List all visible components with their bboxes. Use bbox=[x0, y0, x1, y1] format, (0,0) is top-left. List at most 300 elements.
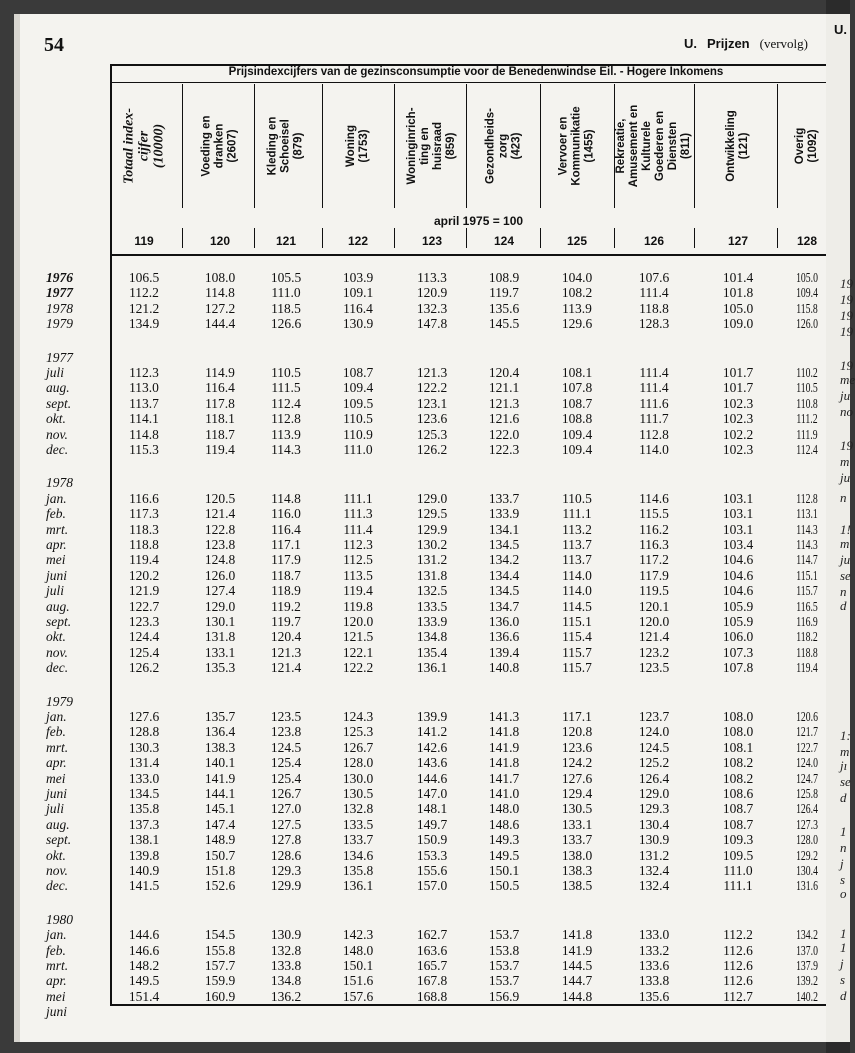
table-cell: 134.8 bbox=[416, 629, 448, 645]
table-cell: 124.3 bbox=[342, 709, 374, 724]
table-cell: 133.2 bbox=[638, 942, 670, 958]
table-cell: 108.7 bbox=[561, 395, 593, 411]
table-cell: 122.2 bbox=[416, 380, 448, 396]
facing-page-fragment: se bbox=[840, 568, 851, 583]
column-header-label bbox=[406, 107, 458, 184]
table-cell: 148.2 bbox=[128, 958, 160, 973]
table-cell: 114.3 bbox=[271, 442, 301, 457]
table-cell: 112.2 bbox=[723, 927, 753, 943]
table-cell: 123.3 bbox=[128, 614, 160, 629]
row-label: mrt. bbox=[46, 521, 69, 537]
column-number: 125 bbox=[566, 234, 588, 248]
table-cell: 153.7 bbox=[488, 927, 520, 943]
table-cell: 113.0 bbox=[129, 380, 159, 396]
table-cell: 119.7 bbox=[489, 285, 519, 301]
table-cell: 105.9 bbox=[722, 614, 754, 629]
row-label: 1977 bbox=[46, 285, 73, 301]
table-cell: 122.8 bbox=[204, 521, 236, 537]
table-cell: 139.2 bbox=[796, 973, 818, 989]
table-cell: 155.6 bbox=[416, 863, 448, 878]
continued-note: (vervolg) bbox=[759, 36, 808, 51]
column-header-line: (121) bbox=[738, 132, 750, 160]
table-cell: 122.1 bbox=[342, 644, 374, 660]
table-cell: 137.0 bbox=[796, 942, 818, 958]
column-header-line: (10000) bbox=[151, 123, 167, 169]
column-number-divider bbox=[694, 228, 695, 248]
table-cell: 109.1 bbox=[342, 285, 374, 301]
column-header-label bbox=[725, 110, 751, 182]
table-cell: 126.0 bbox=[796, 316, 818, 332]
table-cell: 123.6 bbox=[416, 411, 448, 427]
column-header-label bbox=[558, 106, 597, 185]
table-cell: 148.9 bbox=[204, 832, 236, 848]
facing-page-fragment: se bbox=[840, 774, 851, 789]
table-cell: 110.9 bbox=[343, 426, 373, 442]
table-cell: 135.8 bbox=[128, 801, 160, 817]
table-cell: 150.9 bbox=[416, 832, 448, 848]
table-cell: 123.6 bbox=[561, 739, 593, 755]
table-cell: 120.4 bbox=[488, 365, 520, 380]
table-cell: 124.4 bbox=[128, 629, 160, 645]
row-label: okt. bbox=[46, 411, 66, 427]
table-cell: 108.0 bbox=[204, 270, 236, 285]
column-number: 124 bbox=[493, 234, 515, 248]
table-cell: 121.4 bbox=[270, 660, 302, 676]
table-cell: 141.8 bbox=[488, 755, 520, 771]
column-number: 121 bbox=[275, 234, 297, 248]
column-header-line: (879) bbox=[292, 132, 305, 160]
row-label: 1979 bbox=[46, 316, 73, 332]
table-cell: 163.6 bbox=[416, 942, 448, 958]
table-cell: 125.4 bbox=[270, 755, 302, 771]
table-cell: 121.4 bbox=[638, 629, 670, 645]
facing-page-fragment: j bbox=[840, 956, 844, 971]
column-divider bbox=[614, 84, 615, 208]
column-header-line: Ontwikkeling bbox=[725, 110, 737, 182]
table-cell: 145.1 bbox=[204, 801, 236, 817]
table-cell: 127.4 bbox=[204, 583, 236, 599]
table-cell: 114.1 bbox=[129, 411, 159, 427]
table-cell: 130.2 bbox=[416, 537, 448, 552]
table-cell: 108.2 bbox=[722, 755, 754, 771]
table-cell: 133.1 bbox=[561, 816, 593, 832]
table-cell: 118.2 bbox=[796, 629, 818, 645]
table-cell: 130.3 bbox=[128, 739, 160, 755]
table-cell: 109.3 bbox=[722, 832, 754, 848]
facing-page-fragment: 1 bbox=[840, 940, 847, 955]
column-header-label bbox=[122, 108, 167, 184]
table-cell: 116.2 bbox=[639, 521, 669, 537]
table-cell: 105.5 bbox=[270, 270, 302, 285]
table-cell: 122.7 bbox=[128, 598, 160, 614]
table-cell: 125.3 bbox=[416, 426, 448, 442]
table-cell: 128.3 bbox=[638, 316, 670, 332]
table-cell: 132.3 bbox=[416, 300, 448, 316]
facing-page-fragment: n bbox=[840, 840, 847, 855]
table-cell: 129.5 bbox=[416, 506, 448, 522]
table-cell: 123.5 bbox=[270, 709, 302, 724]
column-header-line: Woninginrich- bbox=[406, 107, 418, 185]
table-cell: 119.4 bbox=[796, 660, 818, 676]
table-cell: 157.6 bbox=[342, 988, 374, 1004]
table-cell: 105.0 bbox=[722, 300, 754, 316]
table-cell: 135.8 bbox=[342, 863, 374, 878]
facing-page-fragment: j bbox=[840, 856, 844, 871]
table-cell: 108.7 bbox=[722, 801, 754, 817]
table-cell: 109.4 bbox=[561, 442, 593, 457]
column-header-line: Kulturele bbox=[641, 121, 653, 171]
table-cell: 150.7 bbox=[204, 847, 236, 863]
document-page bbox=[14, 14, 826, 1042]
table-cell: 108.2 bbox=[722, 770, 754, 786]
column-header-line: (423) bbox=[510, 132, 523, 160]
facing-page-fragment: d bbox=[840, 790, 847, 805]
table-cell: 144.4 bbox=[204, 316, 236, 332]
table-cell: 140.1 bbox=[204, 755, 236, 771]
table-cell: 108.2 bbox=[561, 285, 593, 301]
table-cell: 103.9 bbox=[342, 270, 374, 285]
column-header-line: Totaal index- bbox=[121, 107, 137, 185]
table-cell: 127.6 bbox=[128, 709, 160, 724]
row-label: juni bbox=[46, 1004, 68, 1020]
page-number: 54 bbox=[44, 34, 64, 56]
row-label: jan. bbox=[46, 709, 67, 724]
table-cell: 132.4 bbox=[638, 878, 670, 894]
table-cell: 112.8 bbox=[796, 490, 818, 506]
column-header-line: Kleding en bbox=[266, 116, 279, 176]
table-cell: 119.4 bbox=[343, 583, 373, 599]
table-cell: 137.9 bbox=[796, 958, 818, 973]
table-cell: 101.7 bbox=[722, 365, 754, 380]
column-number-divider bbox=[182, 228, 183, 248]
table-cell: 109.5 bbox=[342, 395, 374, 411]
facing-page-fragment: jı bbox=[840, 758, 848, 773]
table-cell: 115.5 bbox=[639, 506, 669, 522]
table-cell: 130.9 bbox=[638, 832, 670, 848]
table-cell: 127.8 bbox=[270, 832, 302, 848]
table-cell: 136.6 bbox=[488, 629, 520, 645]
table-cell: 118.7 bbox=[205, 426, 235, 442]
column-header-line: Kommunikatie bbox=[570, 106, 583, 186]
table-cell: 140.8 bbox=[488, 660, 520, 676]
column-number-divider bbox=[777, 228, 778, 248]
facing-page-fragment: 19 bbox=[840, 276, 853, 291]
table-cell: 114.8 bbox=[129, 426, 159, 442]
table-cell: 142.6 bbox=[416, 739, 448, 755]
table-cell: 141.8 bbox=[561, 927, 593, 943]
table-cell: 103.4 bbox=[722, 537, 754, 552]
table-cell: 121.9 bbox=[128, 583, 160, 599]
table-cell: 127.5 bbox=[270, 816, 302, 832]
table-cell: 125.3 bbox=[342, 724, 374, 740]
header-bottom-rule bbox=[110, 254, 826, 256]
column-header-line: cijfer bbox=[136, 130, 152, 162]
facing-page-fragment: 1 bbox=[840, 824, 847, 839]
table-cell: 115.1 bbox=[562, 614, 592, 629]
table-cell: 121.2 bbox=[128, 300, 160, 316]
facing-page-fragment: 19 bbox=[840, 358, 853, 373]
facing-page-fragment: 19 bbox=[840, 308, 853, 323]
facing-page-fragment: no bbox=[840, 404, 853, 419]
table-cell: 116.5 bbox=[796, 598, 818, 614]
facing-page-fragment: 1: bbox=[840, 728, 851, 743]
table-cell: 130.9 bbox=[270, 927, 302, 943]
table-cell: 121.3 bbox=[270, 644, 302, 660]
table-cell: 149.5 bbox=[488, 847, 520, 863]
table-cell: 111.4 bbox=[639, 365, 669, 380]
table-cell: 101.4 bbox=[722, 270, 754, 285]
table-cell: 139.8 bbox=[128, 847, 160, 863]
table-cell: 117.1 bbox=[271, 537, 301, 552]
facing-page-fragment: n bbox=[840, 490, 847, 505]
table-cell: 114.7 bbox=[796, 552, 818, 568]
table-cell: 112.6 bbox=[723, 942, 753, 958]
table-cell: 119.8 bbox=[343, 598, 373, 614]
table-cell: 153.8 bbox=[488, 942, 520, 958]
table-cell: 148.0 bbox=[342, 942, 374, 958]
table-cell: 141.5 bbox=[128, 878, 160, 894]
column-header-line: Voeding en bbox=[200, 115, 213, 177]
table-cell: 115.7 bbox=[796, 583, 818, 599]
table-cell: 117.2 bbox=[639, 552, 669, 568]
table-cell: 146.6 bbox=[128, 942, 160, 958]
row-label: juli bbox=[46, 583, 65, 599]
row-label: 1977 bbox=[46, 349, 73, 365]
table-cell: 147.8 bbox=[416, 316, 448, 332]
table-cell: 133.7 bbox=[342, 832, 374, 848]
table-cell: 125.8 bbox=[796, 786, 818, 801]
table-cell: 130.9 bbox=[342, 316, 374, 332]
table-cell: 126.4 bbox=[638, 770, 670, 786]
table-cell: 111.0 bbox=[271, 285, 301, 301]
table-cell: 150.5 bbox=[488, 878, 520, 894]
table-cell: 122.0 bbox=[488, 426, 520, 442]
table-cell: 144.8 bbox=[561, 988, 593, 1004]
table-cell: 138.1 bbox=[128, 832, 160, 848]
column-header-line: (1753) bbox=[358, 129, 370, 163]
table-cell: 109.4 bbox=[342, 380, 374, 396]
table-cell: 102.3 bbox=[722, 395, 754, 411]
table-cell: 160.9 bbox=[204, 988, 236, 1004]
facing-page-fragment: m bbox=[840, 536, 850, 551]
table-cell: 121.7 bbox=[796, 724, 818, 740]
table-cell: 112.7 bbox=[723, 988, 753, 1004]
table-cell: 117.1 bbox=[562, 709, 592, 724]
table-cell: 116.9 bbox=[796, 614, 818, 629]
table-cell: 113.1 bbox=[796, 506, 818, 522]
row-label: dec. bbox=[46, 442, 69, 457]
table-cell: 129.0 bbox=[416, 490, 448, 506]
table-cell: 129.9 bbox=[270, 878, 302, 894]
table-cell: 154.5 bbox=[204, 927, 236, 943]
table-cell: 114.0 bbox=[639, 442, 669, 457]
table-cell: 108.0 bbox=[722, 724, 754, 740]
table-cell: 132.8 bbox=[342, 801, 374, 817]
column-header-label bbox=[345, 125, 371, 167]
table-cell: 110.5 bbox=[271, 365, 301, 380]
column-number-divider bbox=[614, 228, 615, 248]
table-cell: 104.6 bbox=[722, 552, 754, 568]
row-label: aug. bbox=[46, 598, 70, 614]
table-cell: 136.2 bbox=[270, 988, 302, 1004]
table-cell: 165.7 bbox=[416, 958, 448, 973]
column-number-divider bbox=[540, 228, 541, 248]
table-cell: 134.8 bbox=[270, 973, 302, 989]
table-cell: 116.4 bbox=[271, 521, 301, 537]
table-cell: 128.0 bbox=[796, 832, 818, 848]
table-cell: 123.8 bbox=[270, 724, 302, 740]
table-cell: 112.6 bbox=[723, 958, 753, 973]
facing-page-fragment: ju bbox=[840, 388, 851, 403]
table-cell: 108.9 bbox=[488, 270, 520, 285]
row-label: juli bbox=[46, 365, 65, 380]
table-cell: 138.3 bbox=[204, 739, 236, 755]
table-cell: 120.6 bbox=[796, 709, 818, 724]
facing-page-fragment: 19 bbox=[840, 292, 853, 307]
table-cell: 111.4 bbox=[639, 285, 669, 301]
column-header-line: dranken bbox=[213, 123, 226, 169]
table-cell: 108.0 bbox=[722, 709, 754, 724]
table-cell: 131.8 bbox=[416, 567, 448, 583]
column-header-line: (811) bbox=[680, 132, 692, 160]
row-label: okt. bbox=[46, 847, 66, 863]
table-cell: 112.5 bbox=[343, 552, 373, 568]
table-cell: 129.9 bbox=[416, 521, 448, 537]
table-cell: 127.2 bbox=[204, 300, 236, 316]
table-cell: 121.3 bbox=[488, 395, 520, 411]
table-cell: 114.3 bbox=[796, 521, 818, 537]
row-label: sept. bbox=[46, 395, 72, 411]
table-cell: 111.2 bbox=[796, 411, 818, 427]
table-cell: 118.7 bbox=[271, 567, 301, 583]
row-label: mrt. bbox=[46, 958, 69, 973]
table-cell: 162.7 bbox=[416, 927, 448, 943]
table-cell: 134.5 bbox=[128, 786, 160, 801]
table-cell: 111.1 bbox=[723, 878, 753, 894]
facing-page-header-fragment: U. bbox=[834, 22, 847, 37]
column-divider bbox=[540, 84, 541, 208]
table-cell: 113.7 bbox=[129, 395, 159, 411]
row-label: juli bbox=[46, 801, 65, 817]
table-cell: 134.2 bbox=[796, 927, 818, 943]
table-cell: 117.8 bbox=[205, 395, 235, 411]
row-label: dec. bbox=[46, 660, 69, 676]
column-header-label bbox=[615, 105, 693, 187]
table-cell: 144.1 bbox=[204, 786, 236, 801]
table-cell: 147.0 bbox=[416, 786, 448, 801]
table-cell: 132.5 bbox=[416, 583, 448, 599]
table-cell: 118.8 bbox=[129, 537, 159, 552]
table-cell: 126.4 bbox=[796, 801, 818, 817]
column-header-line: Amusement en bbox=[628, 104, 640, 188]
table-cell: 112.3 bbox=[343, 537, 373, 552]
table-cell: 133.9 bbox=[488, 506, 520, 522]
table-cell: 148.6 bbox=[488, 816, 520, 832]
row-label: 1979 bbox=[46, 693, 73, 709]
facing-page-fragment: 19 bbox=[840, 438, 853, 453]
column-header-line: Schoeisel bbox=[279, 119, 292, 173]
table-cell: 115.7 bbox=[562, 660, 592, 676]
table-cell: 117.9 bbox=[639, 567, 669, 583]
table-cell: 121.3 bbox=[416, 365, 448, 380]
table-cell: 109.5 bbox=[722, 847, 754, 863]
row-label: okt. bbox=[46, 629, 66, 645]
table-cell: 114.9 bbox=[205, 365, 235, 380]
table-cell: 144.5 bbox=[561, 958, 593, 973]
table-cell: 113.7 bbox=[562, 552, 592, 568]
table-cell: 118.5 bbox=[271, 300, 301, 316]
table-cell: 113.5 bbox=[343, 567, 373, 583]
table-cell: 129.6 bbox=[561, 316, 593, 332]
column-header-label bbox=[267, 117, 306, 176]
table-cell: 143.6 bbox=[416, 755, 448, 771]
row-label: mei bbox=[46, 552, 66, 568]
table-cell: 121.6 bbox=[488, 411, 520, 427]
row-label: mrt. bbox=[46, 739, 69, 755]
table-cell: 151.4 bbox=[128, 988, 160, 1004]
facing-page-fragment: me bbox=[840, 372, 855, 387]
table-cell: 131.8 bbox=[204, 629, 236, 645]
table-cell: 120.5 bbox=[204, 490, 236, 506]
column-number-divider bbox=[254, 228, 255, 248]
facing-page-fragment: n bbox=[840, 584, 847, 599]
table-cell: 156.9 bbox=[488, 988, 520, 1004]
table-cell: 116.0 bbox=[271, 506, 301, 522]
column-number: 128 bbox=[796, 234, 818, 248]
table-cell: 150.1 bbox=[342, 958, 374, 973]
table-cell: 122.2 bbox=[342, 660, 374, 676]
table-cell: 119.5 bbox=[639, 583, 669, 599]
row-label: mei bbox=[46, 770, 66, 786]
table-cell: 141.8 bbox=[488, 724, 520, 740]
column-header-line: (1092) bbox=[807, 129, 819, 163]
table-cell: 118.8 bbox=[639, 300, 669, 316]
table-cell: 105.9 bbox=[722, 598, 754, 614]
column-header-line: (1455) bbox=[583, 129, 596, 163]
facing-page-fragment: 1! bbox=[840, 522, 851, 537]
table-cell: 141.9 bbox=[204, 770, 236, 786]
table-cell: 167.8 bbox=[416, 973, 448, 989]
column-divider bbox=[466, 84, 467, 208]
table-cell: 105.0 bbox=[796, 270, 818, 285]
table-cell: 135.6 bbox=[488, 300, 520, 316]
table-cell: 157.7 bbox=[204, 958, 236, 973]
table-cell: 127.0 bbox=[270, 801, 302, 817]
table-cell: 109.4 bbox=[561, 426, 593, 442]
table-cell: 111.3 bbox=[343, 506, 373, 522]
table-cell: 128.0 bbox=[342, 755, 374, 771]
column-header-line: (859) bbox=[445, 132, 457, 160]
table-cell: 111.1 bbox=[343, 490, 373, 506]
table-cell: 133.6 bbox=[638, 958, 670, 973]
column-number-divider bbox=[466, 228, 467, 248]
table-cell: 114.8 bbox=[205, 285, 235, 301]
table-cell: 126.2 bbox=[416, 442, 448, 457]
table-cell: 118.9 bbox=[271, 583, 301, 599]
row-label: juni bbox=[46, 786, 68, 801]
table-cell: 111.0 bbox=[723, 863, 753, 878]
table-cell: 123.7 bbox=[638, 709, 670, 724]
facing-page-fragment: d bbox=[840, 598, 847, 613]
table-cell: 102.3 bbox=[722, 411, 754, 427]
row-label: mei bbox=[46, 988, 66, 1004]
column-number: 122 bbox=[347, 234, 369, 248]
table-cell: 124.7 bbox=[796, 770, 818, 786]
table-cell: 123.5 bbox=[638, 660, 670, 676]
table-cell: 116.3 bbox=[639, 537, 669, 552]
table-cell: 113.9 bbox=[271, 426, 301, 442]
column-header-line: Vervoer en bbox=[557, 116, 570, 176]
